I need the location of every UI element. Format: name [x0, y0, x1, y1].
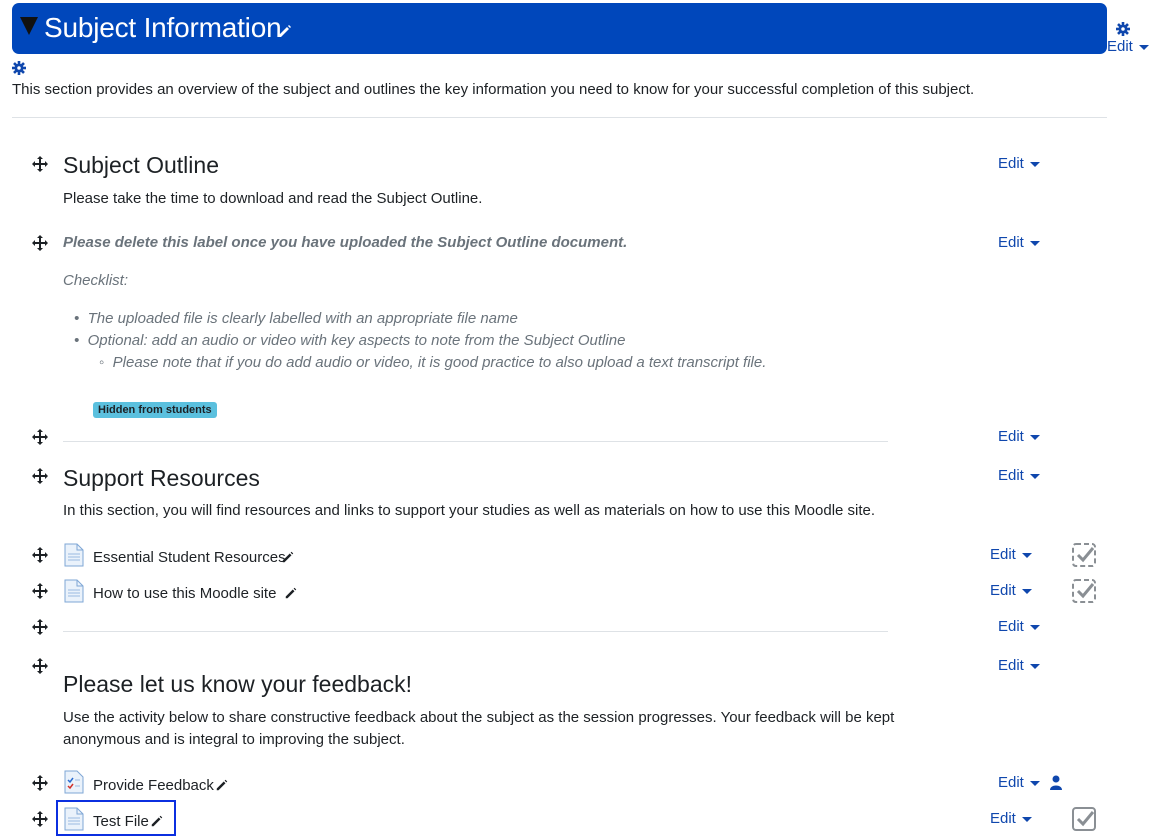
pencil-icon[interactable]: [281, 550, 295, 564]
collapse-toggle-icon[interactable]: [20, 17, 38, 35]
section-intro: This section provides an overview of the subject and outlines the key information you need to know for your successful completion of this subject.: [12, 81, 975, 98]
gear-icon[interactable]: [1116, 22, 1130, 36]
file-icon: [64, 579, 84, 603]
checklist-item: • Optional: add an audio or video with key aspects to note from the Subject Outline: [74, 332, 626, 349]
label-title: Please delete this label once you have uploaded the Subject Outline document.: [63, 234, 628, 251]
move-handle-icon[interactable]: [31, 155, 49, 173]
move-handle-icon[interactable]: [31, 234, 49, 252]
gear-icon[interactable]: [12, 61, 26, 75]
checklist-item: • The uploaded file is clearly labelled with an appropriate file name: [74, 310, 518, 327]
pencil-icon[interactable]: [150, 814, 164, 828]
support-text: In this section, you will find resources and links to support your studies as well as materials on how to use this Moodle site.: [63, 502, 876, 519]
support-edit-menu[interactable]: Edit: [998, 467, 1040, 484]
move-handle-icon[interactable]: [31, 657, 49, 675]
move-handle-icon[interactable]: [31, 810, 49, 828]
provide-feedback-link[interactable]: Provide Feedback: [93, 777, 214, 794]
file-icon: [64, 807, 84, 831]
move-handle-icon[interactable]: [31, 428, 49, 446]
support-resources-heading: Support Resources: [63, 465, 260, 491]
completion-checkbox-icon[interactable]: [1071, 806, 1097, 832]
checklist-subitem: ◦ Please note that if you do add audio or video, it is good practice to also upload a text transcript file.: [99, 354, 767, 371]
move-handle-icon[interactable]: [31, 546, 49, 564]
divider: [12, 117, 1107, 118]
completion-checkbox-icon[interactable]: [1071, 578, 1097, 604]
divider: [63, 631, 888, 632]
move-handle-icon[interactable]: [31, 467, 49, 485]
move-handle-icon[interactable]: [31, 582, 49, 600]
divider: [63, 441, 888, 442]
pencil-icon[interactable]: [215, 778, 229, 792]
section-edit-menu[interactable]: Edit: [1107, 38, 1149, 55]
resource-edit-menu[interactable]: Edit: [990, 546, 1032, 563]
feedback-edit-menu[interactable]: Edit: [998, 657, 1040, 674]
move-handle-icon[interactable]: [31, 774, 49, 792]
feedback-text-line2: anonymous and is integral to improving the subject.: [63, 731, 405, 748]
section-header[interactable]: [12, 3, 1107, 54]
section-title: Subject Information: [44, 12, 282, 43]
subject-outline-heading: Subject Outline: [63, 152, 219, 178]
label-edit-menu[interactable]: Edit: [998, 234, 1040, 251]
how-to-use-moodle-link[interactable]: How to use this Moodle site: [93, 585, 277, 602]
user-icon[interactable]: [1049, 775, 1063, 791]
edit-title-pencil-icon[interactable]: [277, 23, 293, 39]
pencil-icon[interactable]: [284, 586, 298, 600]
feedback-activity-icon: [64, 770, 84, 794]
resource-edit-menu[interactable]: Edit: [990, 582, 1032, 599]
move-handle-icon[interactable]: [31, 618, 49, 636]
file-icon: [64, 543, 84, 567]
activity-edit-menu[interactable]: Edit: [998, 774, 1040, 791]
hidden-from-students-badge: Hidden from students: [93, 402, 217, 418]
divider-edit-menu[interactable]: Edit: [998, 428, 1040, 445]
feedback-heading: Please let us know your feedback!: [63, 671, 413, 697]
essential-student-resources-link[interactable]: Essential Student Resources: [93, 549, 286, 566]
test-file-link[interactable]: Test File: [93, 813, 149, 830]
feedback-text-line1: Use the activity below to share constructive feedback about the subject as the session progresses. Your feedback will be kept: [63, 709, 895, 726]
activity-edit-menu[interactable]: Edit: [990, 810, 1032, 827]
completion-checkbox-icon[interactable]: [1071, 542, 1097, 568]
subject-outline-edit-menu[interactable]: Edit: [998, 155, 1040, 172]
divider-edit-menu[interactable]: Edit: [998, 618, 1040, 635]
subject-outline-text: Please take the time to download and read the Subject Outline.: [63, 190, 483, 207]
checklist-label: Checklist:: [63, 272, 129, 289]
